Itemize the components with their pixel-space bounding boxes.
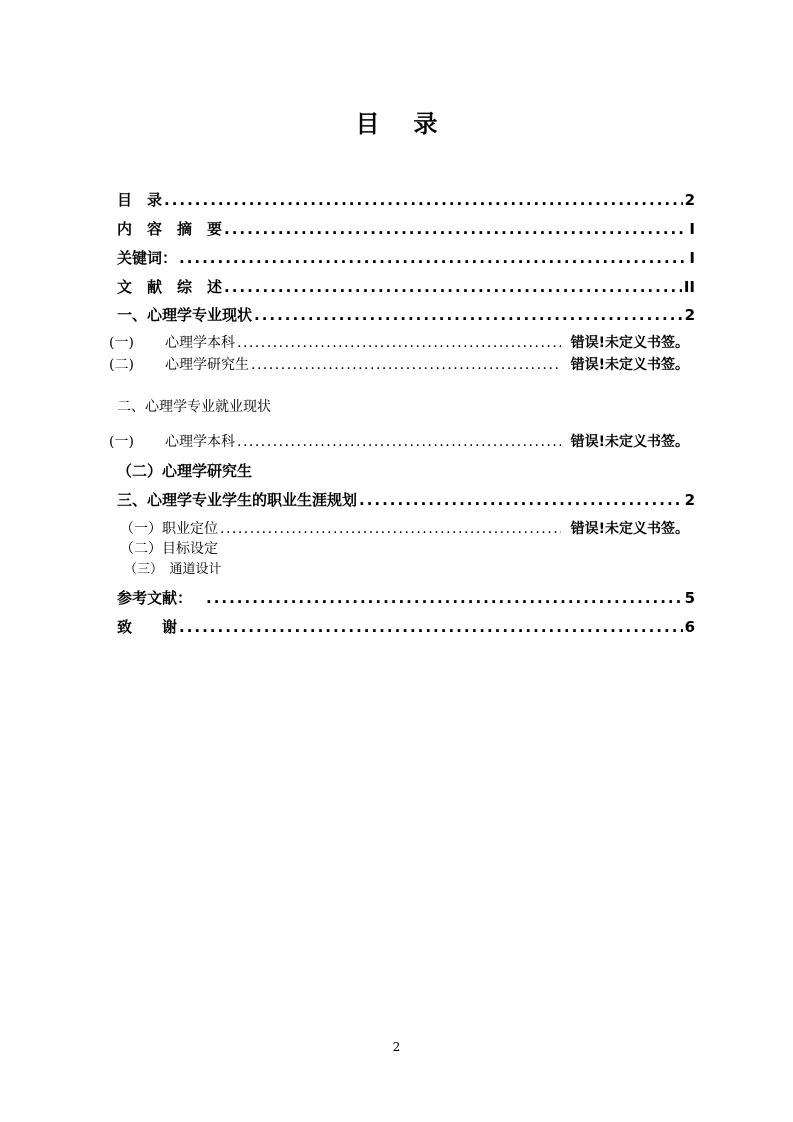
dot-leader — [206, 587, 683, 609]
title-char-2: 录 — [413, 110, 438, 138]
toc-entry-1-1[interactable] — [109, 332, 689, 354]
toc-page-number: 5 — [684, 589, 695, 607]
toc-entry-3-1[interactable] — [120, 518, 689, 540]
toc-title — [0, 104, 793, 139]
toc-entry-abstract[interactable] — [117, 218, 695, 240]
dot-leader — [164, 189, 683, 211]
toc-entry-3-3[interactable]: （三） 通道设计 — [124, 562, 222, 577]
toc-label: 心理学研究生 — [165, 357, 249, 373]
toc-number: (二) — [109, 357, 134, 373]
toc-entry-2-1[interactable] — [109, 431, 689, 453]
toc-page-error: 错误!未定义书签。 — [570, 434, 689, 450]
dot-leader — [220, 518, 561, 540]
toc-page-number: 6 — [684, 618, 695, 636]
toc-entry-keywords[interactable] — [117, 247, 695, 269]
dot-leader — [237, 431, 561, 453]
toc-entry-literature-review[interactable] — [117, 276, 695, 298]
dot-leader — [224, 276, 682, 298]
toc-label: 文 献 综 述 — [117, 278, 223, 296]
toc-entry-references[interactable] — [117, 587, 695, 609]
dot-leader — [254, 304, 683, 326]
toc-page-number: 2 — [684, 306, 695, 324]
toc-label: 参考文献： — [117, 589, 193, 607]
toc-page-number: I — [689, 220, 695, 238]
toc-label: 心理学本科 — [165, 434, 235, 450]
title-char-1: 目 — [355, 110, 380, 138]
toc-page-error: 错误!未定义书签。 — [570, 521, 689, 537]
toc-entry-1-2[interactable] — [109, 354, 689, 376]
dot-leader — [359, 489, 683, 511]
toc-number: (一) — [109, 434, 134, 450]
toc-label: 致 谢 — [117, 618, 178, 636]
toc-label: 一、心理学专业现状 — [117, 306, 253, 324]
toc-page-error: 错误!未定义书签。 — [570, 335, 689, 351]
toc-number: （一） — [120, 521, 162, 537]
toc-entry-section-2[interactable]: 二、心理学专业就业现状 — [117, 399, 271, 415]
toc-page-number: II — [683, 278, 695, 296]
dot-leader — [179, 247, 687, 269]
toc-page-number: 2 — [684, 491, 695, 509]
toc-entry-acknowledgements[interactable] — [117, 616, 695, 638]
toc-page-number: I — [689, 249, 695, 267]
toc-entry-2-2[interactable]: （二）心理学研究生 — [117, 462, 253, 480]
dot-leader — [224, 218, 687, 240]
page-number: 2 — [392, 1040, 401, 1054]
toc-label: 关键词： — [117, 249, 178, 267]
toc-label: 心理学本科 — [165, 335, 235, 351]
toc-page-error: 错误!未定义书签。 — [570, 357, 689, 373]
toc-page-number: 2 — [684, 191, 695, 209]
dot-leader — [237, 332, 561, 354]
toc-label: 三、心理学专业学生的职业生涯规划 — [117, 491, 358, 509]
toc-label: 目 录 — [117, 191, 163, 209]
toc-number: (一) — [109, 335, 134, 351]
toc-label: 职业定位 — [162, 521, 218, 537]
toc-entry-mulu[interactable] — [117, 189, 695, 211]
dot-leader — [251, 354, 561, 376]
toc-entry-section-3[interactable] — [117, 489, 695, 511]
toc-label: 内 容 摘 要 — [117, 220, 223, 238]
dot-leader — [179, 616, 683, 638]
toc-entry-3-2[interactable]: （二）目标设定 — [120, 541, 218, 557]
toc-entry-section-1[interactable] — [117, 304, 695, 326]
